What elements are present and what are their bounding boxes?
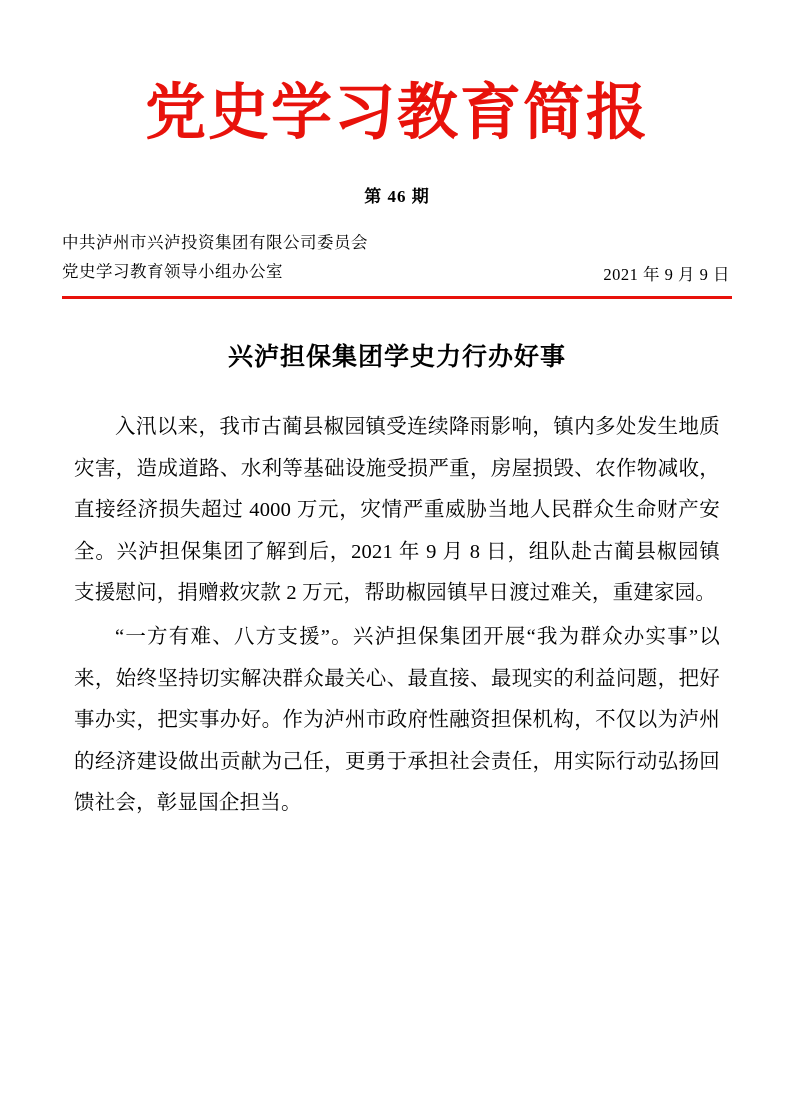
- issuer-line-1: 中共泸州市兴泸投资集团有限公司委员会: [62, 233, 368, 253]
- issuer-block: [62, 229, 368, 287]
- masthead-title: 党史学习教育简报: [144, 77, 649, 148]
- article-paragraph: “一方有难、八方支援”。兴泸担保集团开展“我为群众办实事”以来，始终坚持切实解决群众最关心、最直接、最现实的利益问题，把好事办实，把实事办好。作为泸州市政府性融资担保机构，不仅以为泸州的经济建设做出贡献为己任，更勇于承担社会责任，用实际行动弘扬回馈社会，彰显国企担当。: [74, 625, 720, 815]
- issuer-line-2: 党史学习教育领导小组办公室: [62, 262, 283, 282]
- issuer-row: [62, 229, 732, 287]
- masthead: [62, 0, 732, 207]
- article-body: [62, 407, 732, 825]
- header-divider-rule: [62, 296, 732, 299]
- article-title: 兴泸担保集团学史力行办好事: [227, 341, 566, 371]
- article-paragraph: 入汛以来，我市古蔺县椒园镇受连续降雨影响，镇内多处发生地质灾害，造成道路、水利等基础设施受损严重，房屋损毁、农作物减收，直接经济损失超过 4000 万元，灾情严重威胁当地人民群众生命财产安全。兴泸担保集团了解到后，2021 年 9 月 8 日，组队赴古蔺县椒园镇支援慰问，捐赠救灾款 2 万元，帮助椒园镇早日渡过难关，重建家园。: [74, 415, 720, 605]
- issue-number: 第 46 期: [364, 187, 430, 207]
- issue-date: 2021 年 9 月 9 日: [603, 264, 730, 284]
